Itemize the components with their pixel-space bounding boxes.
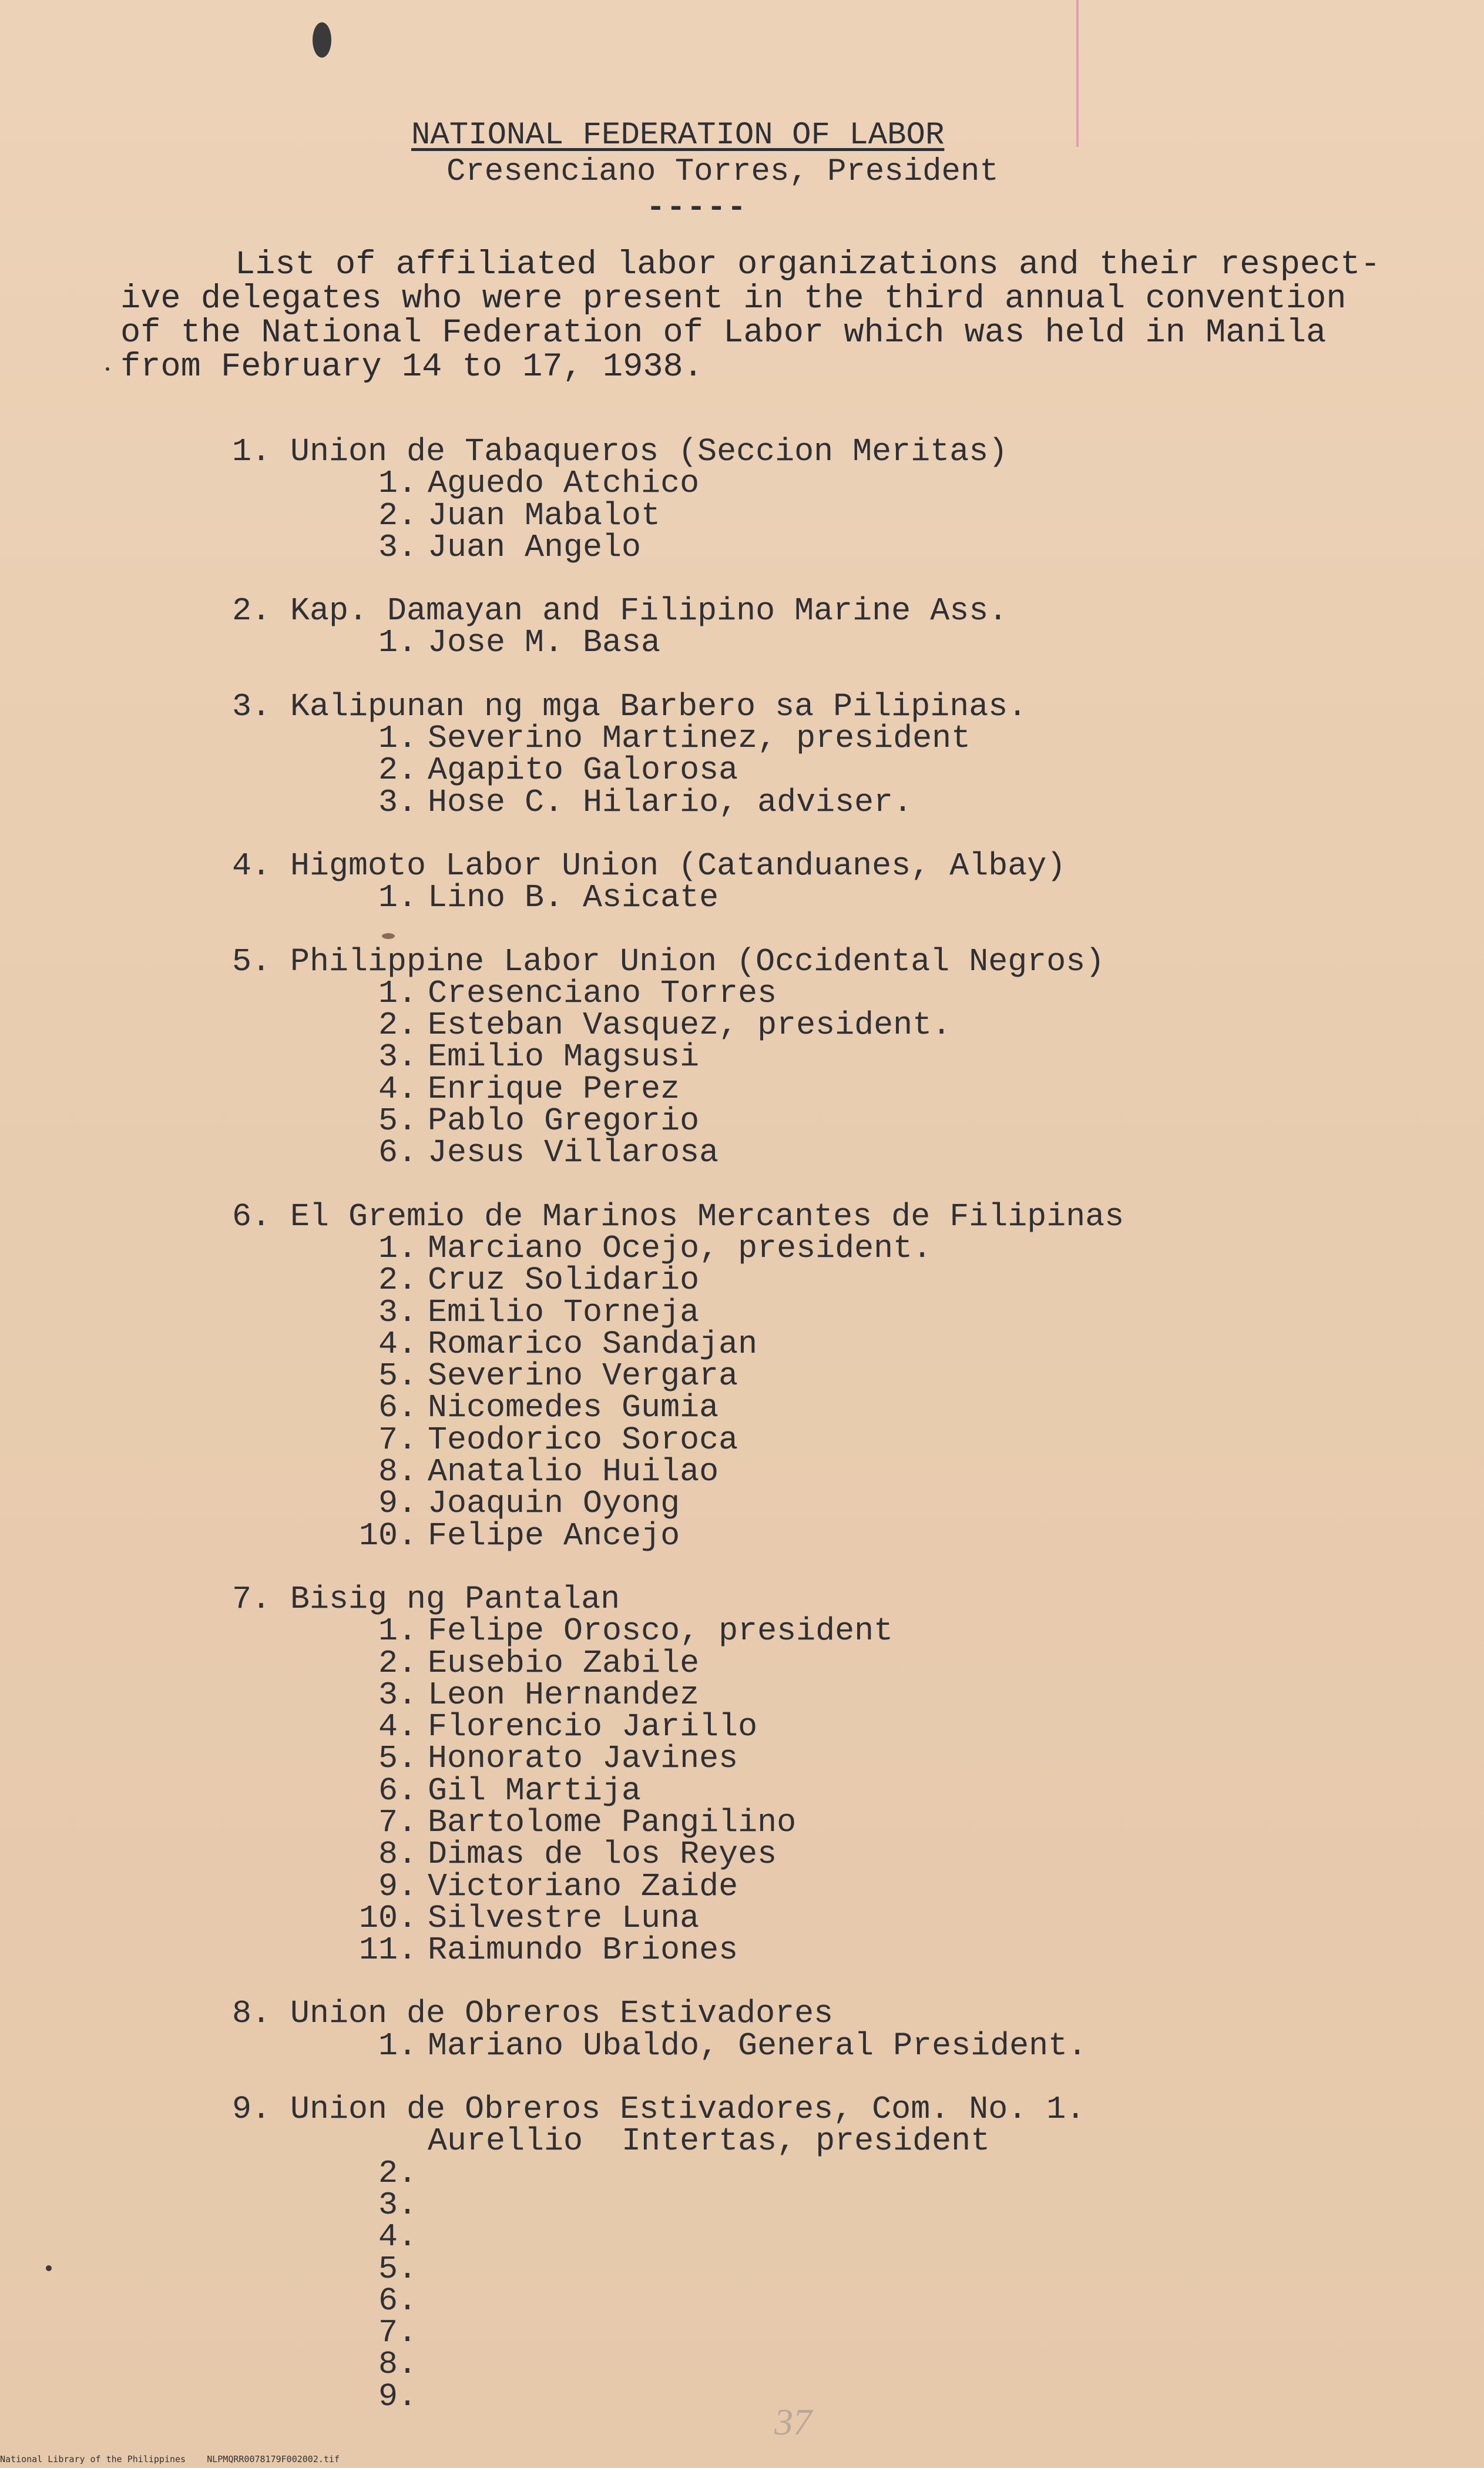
delegate-number: 6. — [378, 1389, 417, 1427]
delegate-number: 6. — [378, 1772, 417, 1809]
organization-name: 2. Kap. Damayan and Filipino Marine Ass. — [232, 592, 1008, 630]
document-header — [411, 118, 1057, 227]
delegate-number: 2. — [378, 2154, 417, 2192]
delegate-name: Pablo Gregorio — [428, 1102, 700, 1140]
intro-line: from February 14 to 17, 1938. — [120, 348, 703, 386]
delegate-name: Cresenciano Torres — [428, 974, 777, 1012]
delegate-number: 3. — [378, 783, 417, 821]
delegate-number: 1. — [378, 1612, 417, 1650]
delegate-name: Florencio Jarillo — [428, 1708, 758, 1746]
delegate-number: 5. — [378, 2250, 417, 2288]
delegate-row — [0, 2314, 1484, 2352]
delegate-name: Bartolome Pangilino — [428, 1803, 797, 1841]
delegate-number: 8. — [378, 1836, 417, 1873]
delegate-name: Severino Vergara — [428, 1357, 738, 1395]
delegate-row — [0, 1708, 1484, 1746]
delegate-number: 6. — [378, 1134, 417, 1172]
delegate-row — [0, 1229, 1484, 1267]
delegate-number: 1. — [378, 2027, 417, 2064]
ink-speck — [106, 367, 109, 371]
delegate-row — [0, 2027, 1484, 2064]
delegate-row — [0, 624, 1484, 662]
federation-title: NATIONAL FEDERATION OF LABOR — [411, 118, 945, 153]
delegate-number: 5. — [378, 1102, 417, 1140]
delegate-number: 2. — [378, 1007, 417, 1044]
delegate-row — [0, 1803, 1484, 1841]
delegate-number: 5. — [378, 1357, 417, 1395]
delegate-row — [0, 1612, 1484, 1650]
delegate-row — [0, 1453, 1484, 1491]
delegate-name: Juan Mabalot — [428, 497, 661, 534]
delegate-name: Honorato Javines — [428, 1740, 738, 1778]
delegate-row — [0, 1038, 1484, 1076]
delegate-name: Jose M. Basa — [428, 624, 661, 662]
delegate-row — [0, 1517, 1484, 1554]
organization-name: 4. Higmoto Labor Union (Catanduanes, Albay) — [232, 847, 1066, 884]
delegate-name: Raimundo Briones — [428, 1932, 738, 1969]
organization-name: 6. El Gremio de Marinos Mercantes de Filipinas — [232, 1198, 1124, 1235]
intro-line: of the National Federation of Labor which was held in Manila — [120, 314, 1327, 352]
delegate-row — [0, 2346, 1484, 2383]
delegate-row — [0, 1644, 1484, 1682]
delegate-number: 11. — [358, 1932, 417, 1969]
organization-entry — [0, 2091, 1484, 2415]
delegate-row — [0, 1836, 1484, 1873]
delegate-name: Anatalio Huilao — [428, 1453, 719, 1491]
organization-entry — [0, 1580, 1484, 1969]
delegate-number: 9. — [378, 1485, 417, 1523]
delegate-chair: Aurellio Intertas, president — [428, 2122, 991, 2160]
delegate-name: Felipe Ancejo — [428, 1517, 680, 1554]
delegate-row — [0, 2250, 1484, 2288]
delegate-row — [0, 2282, 1484, 2319]
delegate-name: Lino B. Asicate — [428, 879, 719, 917]
delegate-number: 7. — [378, 1421, 417, 1458]
delegate-name: Emilio Magsusi — [428, 1038, 700, 1076]
delegate-number: 4. — [378, 1070, 417, 1108]
organization-name: 8. Union de Obreros Estivadores — [232, 1995, 834, 2033]
delegate-row — [0, 2218, 1484, 2256]
organization-list — [0, 433, 1484, 2444]
delegate-number: 1. — [378, 879, 417, 917]
delegate-row — [0, 1421, 1484, 1458]
delegate-row — [0, 783, 1484, 821]
president-line: Cresenciano Torres, President — [446, 154, 999, 190]
delegate-number: 2. — [378, 752, 417, 789]
delegate-row — [0, 1293, 1484, 1331]
delegate-row — [0, 2378, 1484, 2415]
delegate-name: Romarico Sandajan — [428, 1325, 758, 1363]
delegate-number: 1. — [378, 720, 417, 757]
delegate-number: 10. — [358, 1517, 417, 1554]
delegate-row — [0, 2154, 1484, 2192]
delegate-row — [0, 1932, 1484, 1969]
organization-name: 9. Union de Obreros Estivadores, Com. No. 1. — [232, 2091, 1086, 2128]
delegate-number: 1. — [378, 1229, 417, 1267]
delegate-number: 9. — [378, 2378, 417, 2415]
delegate-name: Eusebio Zabile — [428, 1644, 700, 1682]
intro-line: List of affiliated labor organizations and their respect- — [235, 246, 1381, 284]
organization-entry — [0, 433, 1484, 566]
delegate-name: Joaquin Oyong — [428, 1485, 680, 1523]
delegate-name: Emilio Torneja — [428, 1293, 700, 1331]
delegate-number: 9. — [378, 1867, 417, 1905]
margin-rule — [1076, 0, 1079, 147]
delegate-number: 6. — [378, 2282, 417, 2319]
delegate-number: 2. — [378, 1262, 417, 1299]
ink-speck — [382, 933, 395, 939]
delegate-name: Esteban Vasquez, president. — [428, 1007, 952, 1044]
organization-entry — [0, 943, 1484, 1172]
delegate-row — [0, 1899, 1484, 1937]
delegate-name: Jesus Villarosa — [428, 1134, 719, 1172]
delegate-name: Aguedo Atchico — [428, 465, 700, 502]
delegate-number: 4. — [378, 1708, 417, 1746]
organization-name: 1. Union de Tabaqueros (Seccion Meritas) — [232, 433, 1008, 470]
delegate-name: Victoriano Zaide — [428, 1867, 738, 1905]
organization-entry — [0, 847, 1484, 917]
delegate-row — [0, 1357, 1484, 1395]
delegate-name: Cruz Solidario — [428, 1262, 700, 1299]
delegate-number: 2. — [378, 497, 417, 534]
punch-hole — [313, 22, 331, 58]
delegate-row — [0, 1389, 1484, 1427]
delegate-number: 3. — [378, 2186, 417, 2224]
organization-name: 3. Kalipunan ng mga Barbero sa Pilipinas. — [232, 688, 1028, 725]
delegate-number: 4. — [378, 2218, 417, 2256]
delegate-name: Leon Hernandez — [428, 1676, 700, 1713]
delegate-number: 1. — [378, 624, 417, 662]
delegate-name: Teodorico Soroca — [428, 1421, 738, 1458]
delegate-name: Mariano Ubaldo, General President. — [428, 2027, 1087, 2064]
delegate-row — [0, 1070, 1484, 1108]
delegate-name: Nicomedes Gumia — [428, 1389, 719, 1427]
delegate-name: Silvestre Luna — [428, 1899, 700, 1937]
delegate-row — [0, 1134, 1484, 1172]
delegate-row — [0, 974, 1484, 1012]
delegate-row — [0, 752, 1484, 789]
delegate-number: 3. — [378, 528, 417, 566]
intro-line: ive delegates who were present in the third annual convention — [120, 280, 1347, 318]
delegate-number: 7. — [378, 2314, 417, 2352]
delegate-number: 2. — [378, 1644, 417, 1682]
organization-entry — [0, 688, 1484, 821]
delegate-number: 1. — [378, 974, 417, 1012]
delegate-row — [0, 1262, 1484, 1299]
delegate-number: 3. — [378, 1676, 417, 1713]
delegate-name: Marciano Ocejo, president. — [428, 1229, 932, 1267]
delegate-row — [0, 1676, 1484, 1713]
delegate-name: Hose C. Hilario, adviser. — [428, 783, 913, 821]
delegate-name: Agapito Galorosa — [428, 752, 738, 789]
delegate-row — [0, 1772, 1484, 1809]
archive-footer: National Library of the Philippines NLPMQRR0078179F002002.tif — [0, 2454, 340, 2464]
organization-entry — [0, 1995, 1484, 2064]
delegate-row — [0, 1485, 1484, 1523]
delegate-row — [0, 1867, 1484, 1905]
ink-speck — [46, 2265, 52, 2271]
organization-entry — [0, 1198, 1484, 1554]
delegate-number: 8. — [378, 2346, 417, 2383]
organization-name: 5. Philippine Labor Union (Occidental Negros) — [232, 943, 1105, 980]
delegate-name: Enrique Perez — [428, 1070, 680, 1108]
delegate-row — [0, 879, 1484, 917]
delegate-row — [0, 2186, 1484, 2224]
delegate-number: 3. — [378, 1038, 417, 1076]
delegate-row — [0, 1007, 1484, 1044]
delegate-number: 8. — [378, 1453, 417, 1491]
delegate-name: Gil Martija — [428, 1772, 642, 1809]
organization-name: 7. Bisig ng Pantalan — [232, 1580, 620, 1618]
delegate-number: 10. — [358, 1899, 417, 1937]
delegate-number: 1. — [378, 465, 417, 502]
delegate-row — [0, 1740, 1484, 1778]
delegate-number: 5. — [378, 1740, 417, 1778]
delegate-row — [0, 528, 1484, 566]
delegate-row — [0, 720, 1484, 757]
organization-entry — [0, 592, 1484, 662]
intro-paragraph — [120, 248, 1384, 384]
delegate-row — [0, 497, 1484, 534]
delegate-name: Felipe Orosco, president — [428, 1612, 894, 1650]
delegate-number: 7. — [378, 1803, 417, 1841]
separator: ----- — [646, 190, 748, 226]
delegate-number: 3. — [378, 1293, 417, 1331]
delegate-name: Dimas de los Reyes — [428, 1836, 777, 1873]
delegate-name: Severino Martinez, president — [428, 720, 971, 757]
delegate-row — [0, 1325, 1484, 1363]
delegate-row — [0, 1102, 1484, 1140]
page-number: 37 — [774, 2401, 812, 2443]
delegate-name: Juan Angelo — [428, 528, 642, 566]
delegate-row — [0, 465, 1484, 502]
delegate-number: 4. — [378, 1325, 417, 1363]
